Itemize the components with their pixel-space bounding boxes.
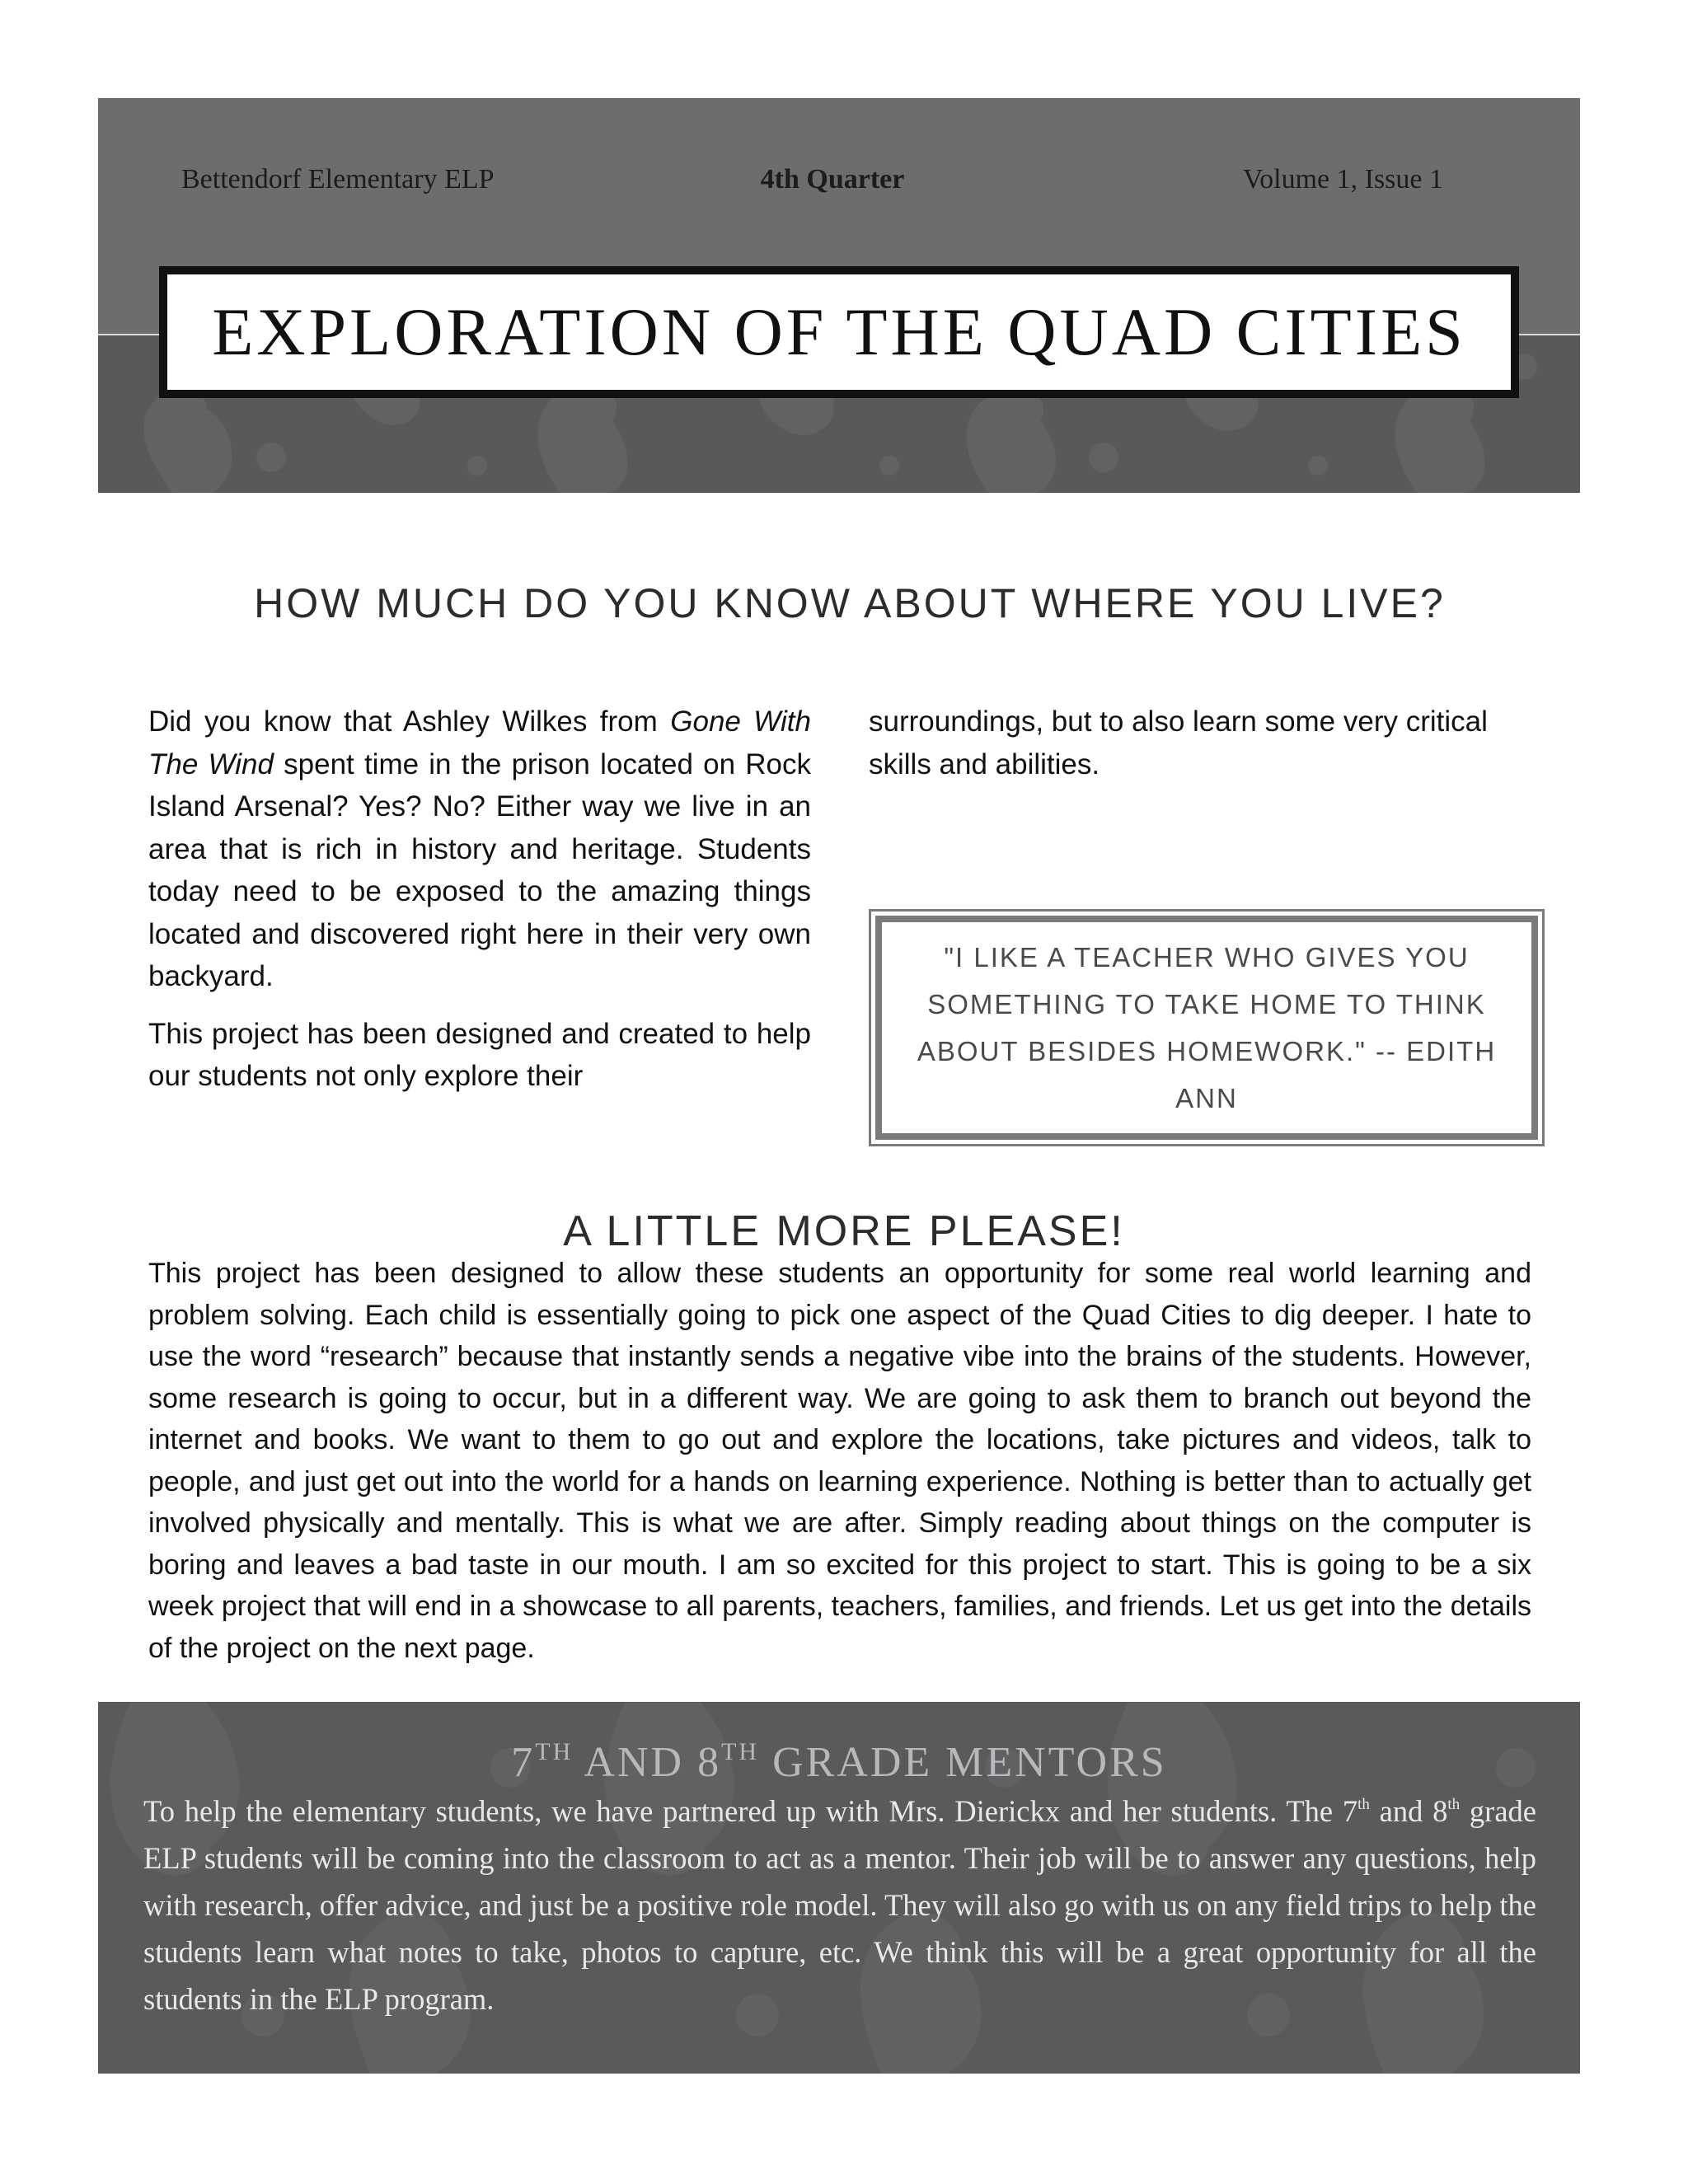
mentors-heading [98,1738,1580,1787]
little-more-paragraph: This project has been designed to allow these students an opportunity for some real world learning and problem solving. Each child is essentially going to pick one aspect of the Quad Cities to dig deeper. I hate to use the word “research” because that instantly sends a negative vibe into the brains of the students. However, some research is going to occur, but in a different way. We are going to ask them to branch out beyond the internet and books. We want to them to go out and explore the locations, take pictures and videos, talk to people, and just get out into the world for a hands on learning experience. Nothing is better than to actually get involved physically and mentally. This is what we are after. Simply reading about things on the computer is boring and leaves a bad taste in our mouth. I am so excited for this project to start. This is going to be a six week project that will end in a showcase to all parents, teachers, families, and friends. Let us get into the details of the project on the next page. [148,1258,1531,1664]
mentors-heading-end: GRADE MENTORS [759,1739,1167,1786]
intro-text-end: spent time in the prison located on Rock Island Arsenal? Yes? No? Either way we live in an area that is rich in history and heritage. Students today need to be exposed to the amazing things located and discovered right here in their very own backyard. [148,748,812,992]
mentors-text-3: grade ELP students will be coming into the classroom to act as a mentor. Their job will be to answer any questions, help with research, offer advice, and just be a positive role model. They will also go with us on any field trips to help the students learn what notes to take, photos to capture, etc. We think this will be a great opportunity for all the students in the ELP program. [143,1794,1536,2016]
volume-issue: Volume 1, Issue 1 [1242,164,1443,194]
title-frame-inner [167,274,1511,390]
mentors-text-2: and 8 [1369,1794,1448,1828]
pull-quote-inner [875,916,1538,1140]
mentors-heading-sup-2: TH [721,1738,760,1765]
pull-quote-text: "I LIKE A TEACHER WHO GIVES YOU SOMETHING TO TAKE HOME TO THINK ABOUT BESIDES HOMEWORK." -- EDITH ANN [917,942,1497,1113]
masthead-banner [98,98,1580,493]
newsletter-title: EXPLORATION OF THE QUAD CITIES [212,294,1466,369]
title-frame [159,266,1519,398]
banner-rule-right [1516,334,1580,335]
intro-text-start: Did you know that Ashley Wilkes from [148,705,671,738]
book-title: Gone With The Wind [148,705,811,780]
mentors-heading-and-eight: AND 8 [573,1739,722,1786]
mentors-paragraph [143,1788,1536,2022]
mentors-sup-2: th [1447,1796,1461,1813]
mentors-heading-seven: 7 [511,1739,536,1786]
banner-rule-left [98,334,162,335]
mentors-sup-1: th [1357,1796,1370,1813]
project-paragraph-start: This project has been designed and created to help our students not only explore their [148,1017,811,1092]
intro-paragraph [148,701,811,998]
school-name: Bettendorf Elementary ELP [181,164,495,194]
section-heading-little-more: A LITTLE MORE PLEASE! [563,1207,1125,1255]
article-column-right [869,701,1531,800]
mentors-heading-sup-1: TH [535,1738,574,1765]
section-heading-where-you-live: HOW MUCH DO YOU KNOW ABOUT WHERE YOU LIVE? [254,580,1446,626]
pull-quote-box [869,909,1545,1146]
quarter-label: 4th Quarter [760,164,905,194]
article-column-left [148,701,811,1113]
mentors-text-1: To help the elementary students, we have partnered up with Mrs. Dierickx and her students. The 7 [143,1794,1358,1828]
project-paragraph-end: surroundings, but to also learn some very critical skills and abilities. [869,705,1488,780]
mentors-panel [98,1702,1580,2074]
